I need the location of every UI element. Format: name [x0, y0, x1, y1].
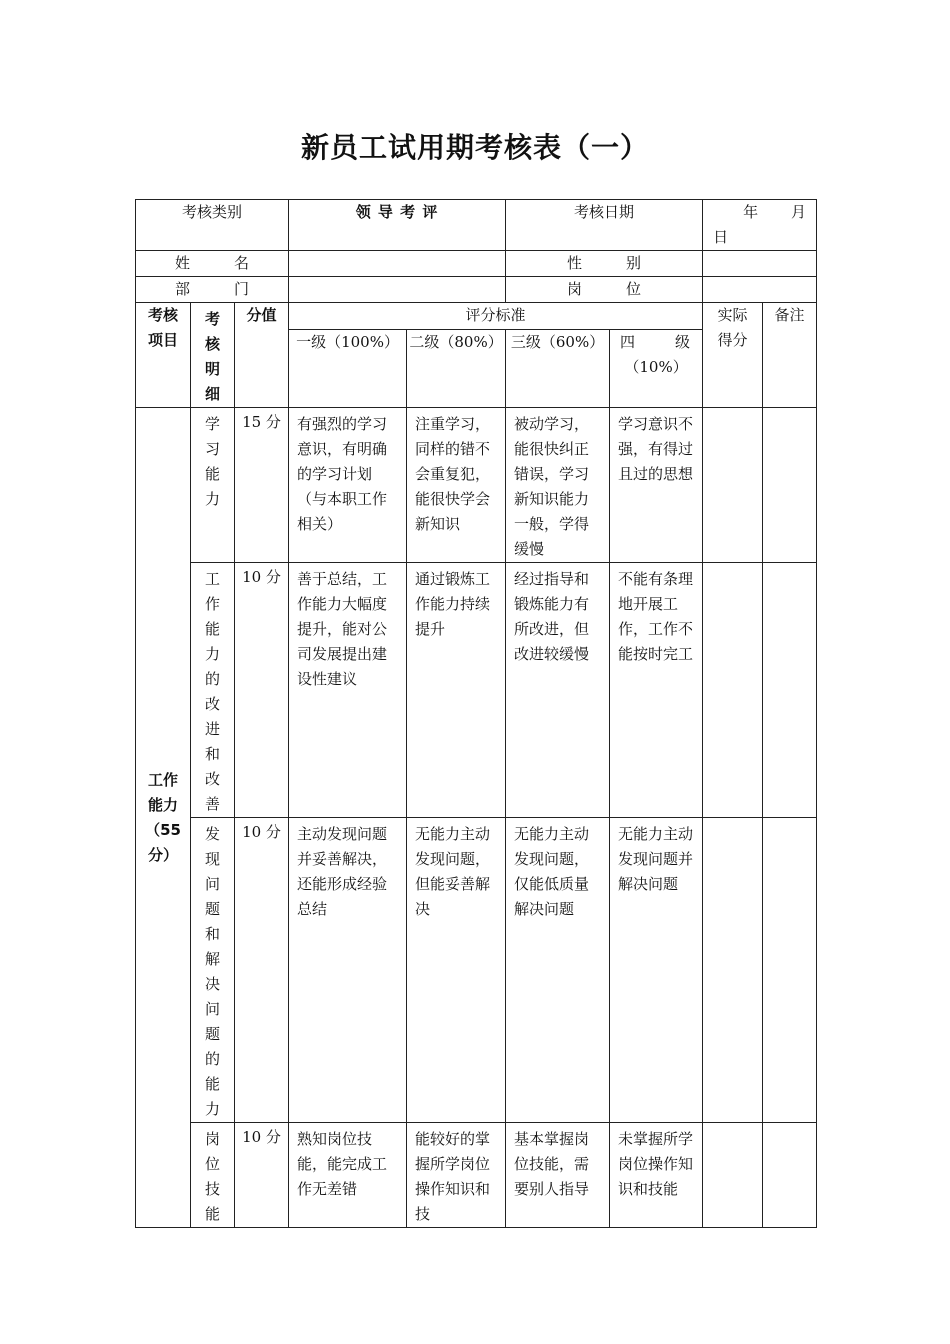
row-level1: 主动发现问题并妥善解决，还能形成经验总结: [297, 825, 388, 918]
actual-score-cell[interactable]: [703, 1123, 763, 1228]
row-score: 10 分: [242, 568, 281, 586]
type-label: 考核类别: [182, 203, 243, 221]
header-row-dept: [136, 277, 817, 303]
col-criteria-cell: [289, 303, 703, 330]
col-actual-cell: [703, 303, 763, 408]
level1-cell: [289, 818, 407, 1123]
level1-cell: [289, 1123, 407, 1228]
post-value-cell[interactable]: [703, 277, 817, 303]
assessment-table: [135, 199, 817, 1228]
row-level2: 通过锻炼工作能力持续提升: [415, 570, 491, 638]
category-label: 工作能力（55分）: [145, 770, 181, 864]
post-label-cell: [506, 277, 703, 303]
col-remark: 备注: [774, 306, 805, 324]
col-level3: 三级（60%）: [510, 333, 605, 352]
remark-cell[interactable]: [763, 563, 817, 818]
level3-cell: [506, 408, 610, 563]
date-year: 年: [743, 203, 759, 221]
col-level2-cell: [407, 330, 506, 408]
header-row-name: [136, 251, 817, 277]
category-cell: [136, 408, 191, 1228]
actual-score-cell[interactable]: [703, 408, 763, 563]
row-detail: 学习能力: [204, 415, 220, 508]
post-label-2: 位: [626, 280, 642, 298]
row-level1: 有强烈的学习意识，有明确的学习计划（与本职工作相关）: [297, 415, 388, 533]
type-value-cell[interactable]: [289, 200, 506, 251]
column-header-row-1: [136, 303, 817, 330]
type-value: 领 导 考 评: [355, 203, 439, 221]
col-detail: 考核明细: [204, 310, 220, 403]
score-cell: [235, 563, 289, 818]
dept-label-2: 门: [234, 280, 250, 298]
remark-cell[interactable]: [763, 1123, 817, 1228]
date-year-month: [703, 200, 816, 225]
row-level4: 不能有条理地开展工作，工作不能按时完工: [618, 570, 694, 663]
row-detail: 发现问题和解决问题的能力: [204, 825, 220, 1118]
col-level2: 二级（80%）: [409, 333, 503, 352]
row-level4: 学习意识不强，有得过且过的思想: [618, 415, 694, 483]
row-level2: 能较好的掌握所学岗位操作知识和技: [415, 1130, 491, 1223]
row-level4: 未掌握所学岗位操作知识和技能: [618, 1130, 694, 1198]
detail-cell: [191, 1123, 235, 1228]
level4-cell: [610, 408, 703, 563]
row-detail: 岗位技能: [204, 1130, 220, 1223]
row-level2: 无能力主动发现问题，但能妥善解决: [415, 825, 491, 918]
col-actual: 实际得分: [717, 306, 748, 349]
row-level2: 注重学习，同样的错不会重复犯，能很快学会新知识: [415, 415, 491, 533]
gender-value-cell[interactable]: [703, 251, 817, 277]
col-level1: 一级（100%）: [296, 333, 399, 352]
row-level4: 无能力主动发现问题并解决问题: [618, 825, 694, 893]
table-row: [136, 818, 817, 1123]
col-level1-cell: [289, 330, 407, 408]
date-day: 日: [713, 228, 729, 246]
table-row: [136, 408, 817, 563]
row-level1: 熟知岗位技能，能完成工作无差错: [297, 1130, 388, 1198]
col-level4-a: 四: [620, 333, 636, 352]
detail-cell: [191, 408, 235, 563]
col-score: 分值: [246, 306, 277, 324]
col-remark-cell: [763, 303, 817, 408]
score-cell: [235, 1123, 289, 1228]
row-score: 10 分: [242, 823, 281, 841]
level3-cell: [506, 818, 610, 1123]
level1-cell: [289, 563, 407, 818]
level2-cell: [407, 818, 506, 1123]
col-level4-b: 级: [675, 333, 691, 352]
col-criteria: 评分标准: [465, 306, 526, 324]
level4-cell: [610, 818, 703, 1123]
remark-cell[interactable]: [763, 408, 817, 563]
dept-label-cell: [136, 277, 289, 303]
row-level1: 善于总结，工作能力大幅度提升，能对公司发展提出建设性建议: [297, 570, 388, 688]
date-value-cell[interactable]: [703, 200, 817, 251]
score-cell: [235, 408, 289, 563]
gender-label-2: 别: [626, 254, 642, 272]
date-label: 考核日期: [574, 203, 635, 221]
row-detail: 工作能力的改进和改善: [204, 570, 220, 813]
row-level3: 基本掌握岗位技能，需要别人指导: [514, 1130, 590, 1198]
type-label-cell: [136, 200, 289, 251]
actual-score-cell[interactable]: [703, 563, 763, 818]
remark-cell[interactable]: [763, 818, 817, 1123]
level2-cell: [407, 408, 506, 563]
date-month: 月: [791, 203, 807, 221]
name-label-2: 名: [234, 254, 250, 272]
level3-cell: [506, 1123, 610, 1228]
header-row-type: [136, 200, 817, 251]
col-detail-cell: [191, 303, 235, 408]
col-item-cell: [136, 303, 191, 408]
name-label-1: 姓: [175, 254, 191, 272]
dept-label-1: 部: [175, 280, 191, 298]
level4-cell: [610, 1123, 703, 1228]
level2-cell: [407, 563, 506, 818]
post-label-1: 岗: [567, 280, 583, 298]
row-score: 10 分: [242, 1128, 281, 1146]
dept-value-cell[interactable]: [289, 277, 506, 303]
row-level3: 经过指导和锻炼能力有所改进，但改进较缓慢: [514, 570, 590, 663]
name-label-cell: [136, 251, 289, 277]
row-level3: 无能力主动发现问题，仅能低质量解决问题: [514, 825, 590, 918]
col-score-cell: [235, 303, 289, 408]
level4-cell: [610, 563, 703, 818]
col-level4-c: （10%）: [624, 358, 688, 377]
level3-cell: [506, 563, 610, 818]
date-label-cell: [506, 200, 703, 251]
name-value-cell[interactable]: [289, 251, 506, 277]
col-item: 考核项目: [147, 306, 178, 349]
gender-label-1: 性: [567, 254, 583, 272]
row-level3: 被动学习，能很快纠正错误，学习新知识能力一般，学得缓慢: [514, 415, 590, 558]
level1-cell: [289, 408, 407, 563]
actual-score-cell[interactable]: [703, 818, 763, 1123]
table-row: [136, 563, 817, 818]
row-score: 15 分: [242, 413, 281, 431]
detail-cell: [191, 818, 235, 1123]
detail-cell: [191, 563, 235, 818]
col-level4-cell: [610, 330, 703, 408]
gender-label-cell: [506, 251, 703, 277]
level2-cell: [407, 1123, 506, 1228]
page-title: 新员工试用期考核表（一）: [300, 131, 649, 164]
score-cell: [235, 818, 289, 1123]
col-level3-cell: [506, 330, 610, 408]
table-row: [136, 1123, 817, 1228]
